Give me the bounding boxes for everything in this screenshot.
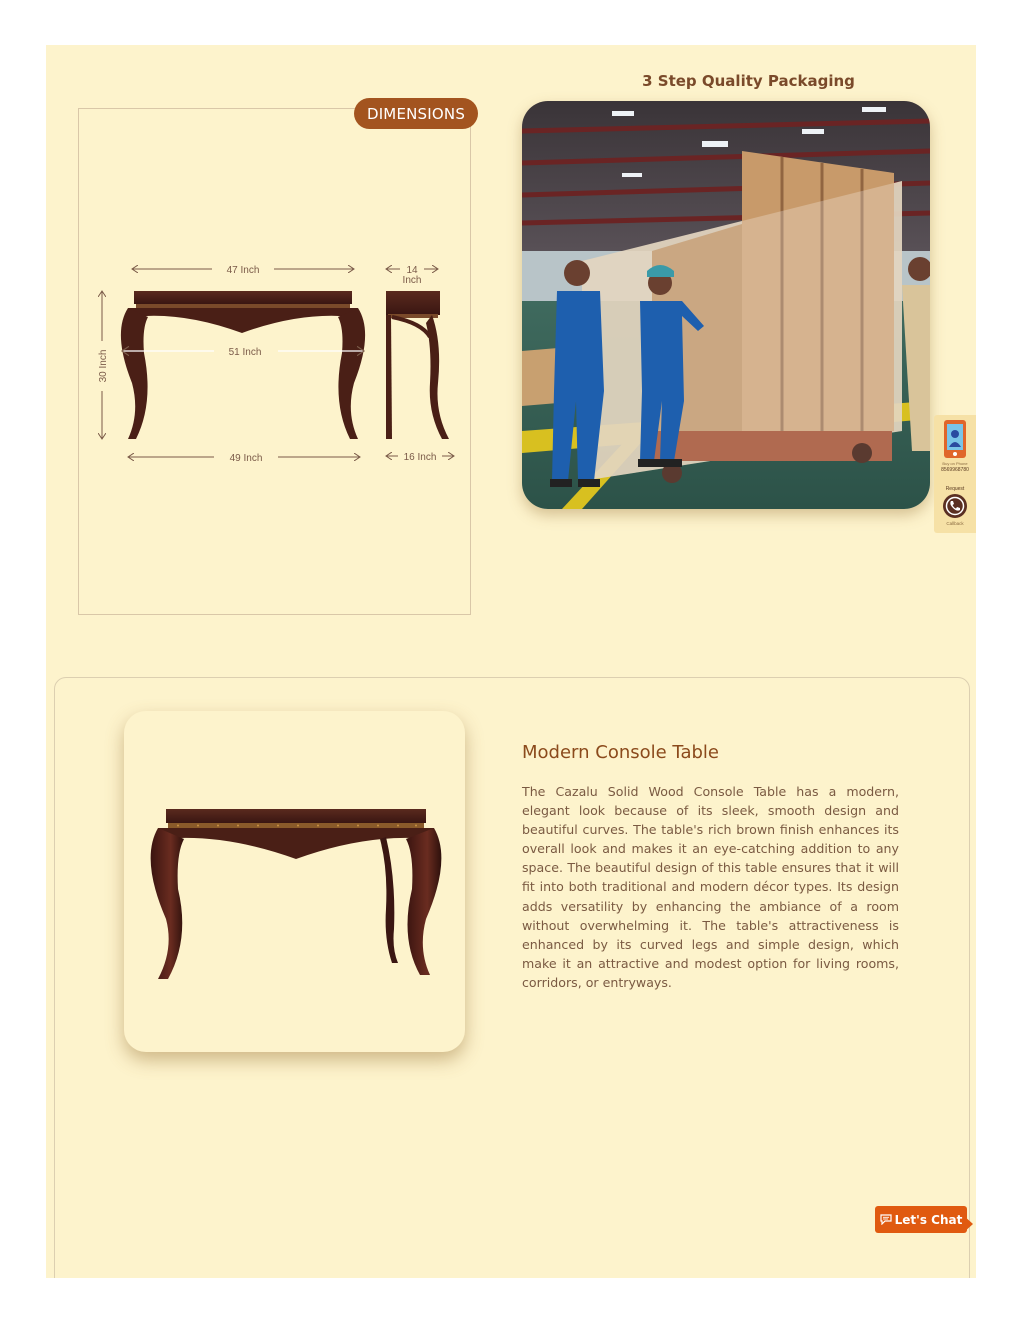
callback-label[interactable]: Callback [946,521,964,526]
packaging-photo [522,101,930,509]
dim-height: 30 Inch [98,349,109,383]
lets-chat-button[interactable] [875,1206,967,1233]
chat-icon [880,1214,892,1225]
table-side-view [386,291,449,439]
side-contact-widget[interactable] [934,415,976,533]
product-image [148,799,444,985]
phone-card-icon[interactable] [943,419,967,459]
dim-depth-top: 14 [406,265,418,276]
lets-chat-label: Let's Chat [894,1212,963,1227]
dimensions-badge: DIMENSIONS [354,98,478,129]
call-icon[interactable] [942,493,968,519]
phone-number[interactable]: 8569968780 [941,467,969,473]
dim-depth-top-unit: Inch [402,275,422,286]
dim-bottom-depth: 16 Inch [403,452,437,463]
product-title: Modern Console Table [522,742,719,763]
product-description: The Cazalu Solid Wood Console Table has a modern, elegant look because of its sleek, smooth design and beautiful curves. The table's rich brown finish enhances its overall look and makes it an eye-catching addition to any space. The beautiful design of this table ensures that it will fit into both traditional and modern décor types. Its design adds versatility by enhancing the ambiance of a room without overwhelming it. The table's attractiveness is enhanced by its curved legs and simple design, which make it an attractive and modest option for living rooms, corridors, or entryways. [522,784,899,990]
product-image-box [124,711,465,1052]
dim-bottom-width: 49 Inch [229,453,263,464]
table-front-view [121,291,365,439]
buy-on-phone-label: Buy on Phone [942,461,968,466]
dim-top-width: 47 Inch [226,265,260,276]
request-label: Request [945,486,965,492]
packaging-title: 3 Step Quality Packaging [642,72,855,90]
page [46,45,976,1278]
dimensions-diagram [92,253,472,473]
dim-inner-width: 51 Inch [228,347,262,358]
